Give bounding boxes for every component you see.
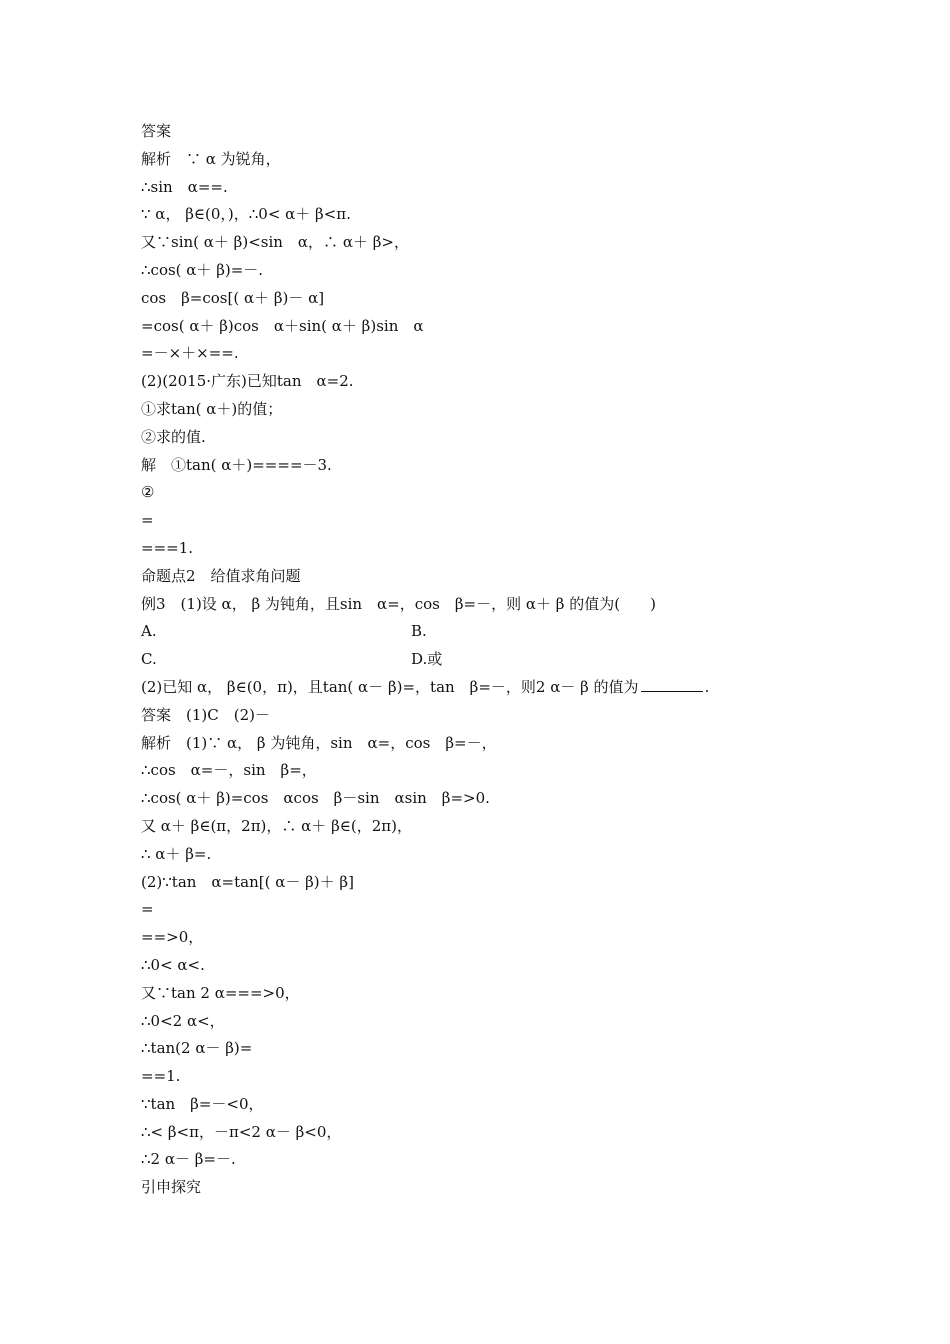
option-c: C.: [141, 650, 157, 669]
question-2-text: (2)已知 α， β∈(0，π)，且tan( α－ β)=，tan β=－，则2 α－ β 的值为: [141, 677, 639, 696]
text-line: 又∵tan 2 α===>0，: [141, 983, 300, 1002]
text-line: =: [141, 511, 154, 530]
answer-heading: 答案: [141, 122, 172, 140]
option-a: A.: [141, 622, 157, 641]
analysis-line: 解析 ∵ α 为锐角，: [141, 149, 281, 168]
text-line: ∴ α＋ β=.: [141, 844, 212, 863]
text-line: =: [141, 900, 154, 919]
text-line: ∴cos( α＋ β)=cos αcos β－sin αsin β=>0.: [141, 789, 490, 808]
subquestion-1: ①求tan( α＋)的值；: [141, 399, 283, 418]
text-line: 又∵sin( α＋ β)<sin α，∴ α＋ β>，: [141, 233, 409, 252]
text-line: ∵ α， β∈(0，)，∴0< α＋ β<π.: [141, 205, 351, 224]
text-line: ∴2 α－ β=－.: [141, 1150, 236, 1169]
text-line: ②: [141, 483, 155, 502]
text-line: ∴0< α<.: [141, 955, 205, 974]
text-line: ==>0，: [141, 928, 204, 947]
subquestion-2: ②求的值.: [141, 427, 206, 446]
solution-line: 解 ①tan( α＋)====－3.: [141, 455, 332, 474]
text-line: ∴tan(2 α－ β)=: [141, 1039, 253, 1058]
option-d: D.或: [411, 650, 443, 669]
text-line: =cos( α＋ β)cos α＋sin( α＋ β)sin α: [141, 316, 424, 335]
text-line: =－×＋×==.: [141, 344, 239, 363]
question-2: [141, 674, 821, 702]
options-row: [141, 646, 821, 674]
section-heading: 命题点2 给值求角问题: [141, 566, 301, 585]
text-line: ∴cos( α＋ β)=－.: [141, 260, 264, 279]
text-line: ∴sin α==.: [141, 177, 228, 196]
text-line: (2)∵tan α=tan[( α－ β)＋ β]: [141, 872, 354, 891]
text-line: ===1.: [141, 538, 194, 557]
text-line: ∵tan β=－<0，: [141, 1094, 264, 1113]
answer-line: 答案 (1)C (2)－: [141, 705, 270, 724]
options-row: [141, 618, 821, 646]
answer-blank: [641, 675, 703, 692]
problem-line: (2)(2015·广东)已知tan α=2.: [141, 372, 354, 391]
question-2-end: .: [704, 677, 710, 696]
text-line: ∴0<2 α<，: [141, 1011, 225, 1030]
text-line: ∴cos α=－，sin β=，: [141, 761, 317, 780]
document-page: [141, 118, 821, 1202]
analysis-line: 解析 (1)∵ α， β 为钝角，sin α=，cos β=－，: [141, 733, 497, 752]
text-line: ==1.: [141, 1067, 181, 1086]
extension-heading: 引申探究: [141, 1178, 202, 1197]
option-b: B.: [411, 622, 427, 641]
text-line: 又 α＋ β∈(π，2π)，∴ α＋ β∈(，2π)，: [141, 816, 412, 835]
text-line: ∴< β<π，－π<2 α－ β<0，: [141, 1122, 342, 1141]
text-line: cos β=cos[( α＋ β)－ α]: [141, 288, 325, 307]
example-question: 例3 (1)设 α， β 为钝角，且sin α=，cos β=－，则 α＋ β 的值为( ): [141, 594, 656, 613]
